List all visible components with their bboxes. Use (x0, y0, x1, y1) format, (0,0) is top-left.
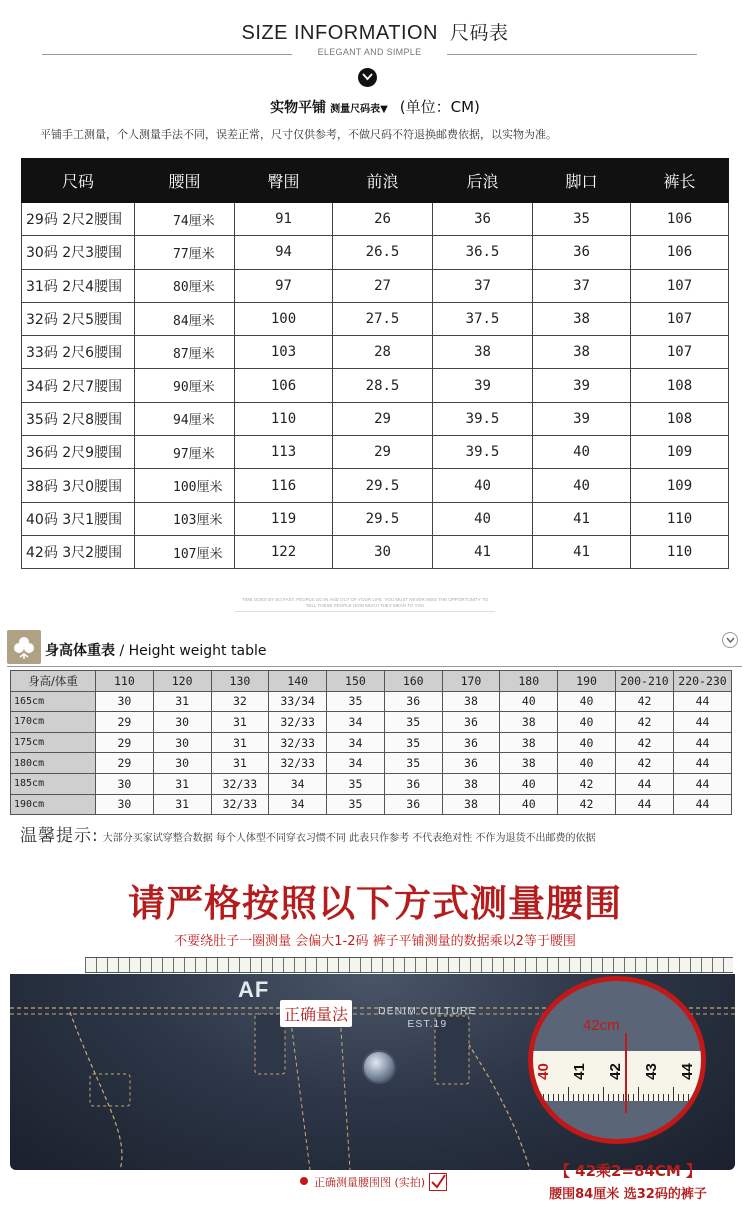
size-value-cell: 34 (327, 753, 385, 774)
waist-unit: 厘米 (188, 280, 215, 296)
size-value-cell: 30 (153, 732, 211, 753)
size-info-title-cn: 尺码表 (450, 22, 509, 44)
col-header: 腰围 (135, 159, 235, 203)
length-cell: 106 (631, 203, 729, 236)
waist-unit: 厘米 (188, 446, 215, 462)
size-value-cell: 35 (327, 691, 385, 712)
denim-patch-line: EST.19 (407, 1018, 448, 1030)
height-weight-title-en: / Height weight table (115, 643, 267, 659)
length-cell: 106 (631, 236, 729, 269)
table-row (22, 402, 729, 435)
size-value-cell: 31 (153, 773, 211, 794)
ruler-tick (613, 1094, 614, 1101)
divider (235, 611, 495, 612)
hip-cell: 113 (235, 436, 333, 469)
zoom-number: 40 (534, 1063, 552, 1080)
waist-cell (135, 535, 235, 568)
heading-unit: (单位：CM) (399, 98, 480, 116)
back-rise-cell: 39 (433, 369, 533, 402)
size-value-cell: 30 (96, 691, 154, 712)
hip-cell: 119 (235, 502, 333, 535)
ruler-tick (648, 1094, 649, 1101)
waist-unit: 厘米 (188, 413, 215, 429)
waist-unit: 厘米 (188, 246, 215, 262)
hem-cell: 37 (533, 269, 631, 302)
size-value-cell: 35 (327, 773, 385, 794)
size-value-cell: 40 (558, 712, 616, 733)
size-value-cell: 30 (153, 753, 211, 774)
back-rise-cell: 39.5 (433, 402, 533, 435)
table-row (11, 753, 732, 774)
size-value-cell: 34 (327, 732, 385, 753)
hip-cell: 110 (235, 402, 333, 435)
table-row (11, 691, 732, 712)
front-rise-cell: 28 (333, 336, 433, 369)
size-value-cell: 32/33 (269, 712, 327, 733)
size-value-cell: 38 (442, 794, 500, 815)
height-cell: 185cm (11, 773, 96, 794)
back-rise-cell: 38 (433, 336, 533, 369)
size-info-title-en: SIZE INFORMATION (241, 22, 438, 44)
size-value-cell: 30 (96, 773, 154, 794)
size-value-cell: 42 (616, 712, 674, 733)
size-value-cell: 30 (96, 794, 154, 815)
denim-patch-line: DENIM CULTURE (378, 1005, 477, 1017)
hip-cell: 91 (235, 203, 333, 236)
waist-value: 103 (173, 513, 197, 529)
waist-cell (135, 203, 235, 236)
size-value-cell: 38 (442, 691, 500, 712)
length-cell: 108 (631, 369, 729, 402)
size-value-cell: 32/33 (269, 732, 327, 753)
waist-cell (135, 302, 235, 335)
back-rise-cell: 36.5 (433, 236, 533, 269)
height-cell: 170cm (11, 712, 96, 733)
weight-header: 120 (153, 671, 211, 692)
size-value-cell: 34 (269, 794, 327, 815)
front-rise-cell: 27.5 (333, 302, 433, 335)
zoom-number: 41 (570, 1063, 588, 1080)
back-rise-cell: 40 (433, 469, 533, 502)
hem-cell: 41 (533, 502, 631, 535)
hip-cell: 97 (235, 269, 333, 302)
waist-cell (135, 502, 235, 535)
corner-header: 身高/体重 (11, 671, 96, 692)
chevron-down-icon (722, 632, 738, 648)
size-value-cell: 31 (211, 732, 269, 753)
checkbox-checked-icon (429, 1173, 447, 1191)
length-cell: 108 (631, 402, 729, 435)
ruler-tick (588, 1094, 589, 1101)
length-cell: 107 (631, 269, 729, 302)
size-value-cell: 32/33 (269, 753, 327, 774)
ruler-tick (553, 1094, 554, 1101)
height-cell: 175cm (11, 732, 96, 753)
height-cell: 190cm (11, 794, 96, 815)
size-info-subtitle-row (42, 47, 697, 61)
hip-cell: 100 (235, 302, 333, 335)
size-cell: 29码 2尺2腰围 (22, 203, 135, 236)
ruler-tick (623, 1094, 624, 1101)
height-cell: 180cm (11, 753, 96, 774)
size-info-subtitle: ELEGANT AND SIMPLE (317, 47, 422, 57)
size-value-cell: 38 (500, 732, 558, 753)
ruler-tick (598, 1094, 599, 1101)
length-cell: 110 (631, 535, 729, 568)
size-table-header (22, 159, 729, 203)
decorative-caption-line: TELL THESE PEOPLE HOW MUCH THEY MEAN TO YOU (305, 603, 425, 608)
front-rise-cell: 26 (333, 203, 433, 236)
tip-label: 温馨提示: (20, 826, 99, 846)
hip-cell: 116 (235, 469, 333, 502)
hem-cell: 40 (533, 469, 631, 502)
size-table-heading (0, 96, 750, 117)
decorative-caption (235, 597, 495, 609)
correct-method-tag: 正确量法 (280, 1000, 352, 1027)
waist-cell (135, 336, 235, 369)
col-header: 尺码 (22, 159, 135, 203)
size-cell: 33码 2尺6腰围 (22, 336, 135, 369)
back-rise-cell: 37 (433, 269, 533, 302)
size-value-cell: 34 (327, 712, 385, 733)
zoom-ruler (533, 1051, 706, 1101)
size-value-cell: 31 (153, 691, 211, 712)
waist-value: 94 (173, 413, 189, 429)
weight-header: 200-210 (616, 671, 674, 692)
col-header: 脚口 (533, 159, 631, 203)
ruler-tick (533, 1087, 534, 1101)
denim-patch (378, 1005, 477, 1031)
ruler-tick (593, 1094, 594, 1101)
result-formula: 【 42乘2=84CM 】 (554, 1162, 702, 1180)
ruler-tick (658, 1094, 659, 1101)
weight-header: 180 (500, 671, 558, 692)
length-cell: 110 (631, 502, 729, 535)
waist-cell (135, 402, 235, 435)
size-table (21, 158, 729, 569)
size-value-cell: 35 (384, 732, 442, 753)
ruler-tick (663, 1094, 664, 1101)
hip-cell: 103 (235, 336, 333, 369)
measure-subtitle: 不要绕肚子一圈测量 会偏大1-2码 裤子平铺测量的数据乘以2等于腰围 (174, 934, 576, 949)
ruler-tick (548, 1094, 549, 1101)
size-value-cell: 34 (269, 773, 327, 794)
size-value-cell: 33/34 (269, 691, 327, 712)
length-cell: 107 (631, 336, 729, 369)
size-value-cell: 32/33 (211, 794, 269, 815)
ruler-tick (653, 1094, 654, 1101)
ruler-tick (608, 1094, 609, 1101)
hem-cell: 39 (533, 402, 631, 435)
waist-cell (135, 369, 235, 402)
ruler-tick (673, 1087, 674, 1101)
size-value-cell: 36 (442, 712, 500, 733)
size-value-cell: 40 (500, 691, 558, 712)
front-rise-cell: 29 (333, 436, 433, 469)
waist-cell (135, 269, 235, 302)
size-value-cell: 31 (211, 753, 269, 774)
size-cell: 42码 3尺2腰围 (22, 535, 135, 568)
bullet-dot-icon (300, 1177, 308, 1185)
ruler-tick (628, 1094, 629, 1101)
weight-header: 190 (558, 671, 616, 692)
ruler-tick (603, 1087, 604, 1101)
tape-measure-ticks (85, 958, 733, 972)
heading-small: 测量尺码表▼ (330, 104, 388, 115)
size-value-cell: 38 (500, 712, 558, 733)
size-value-cell: 29 (96, 712, 154, 733)
weight-header: 150 (327, 671, 385, 692)
waist-value: 77 (173, 246, 189, 262)
size-value-cell: 29 (96, 732, 154, 753)
size-value-cell: 40 (500, 794, 558, 815)
size-cell: 40码 3尺1腰围 (22, 502, 135, 535)
size-value-cell: 42 (558, 773, 616, 794)
hem-cell: 40 (533, 436, 631, 469)
divider-right (447, 54, 697, 55)
weight-header: 130 (211, 671, 269, 692)
waist-value: 87 (173, 346, 189, 362)
zoom-number: 43 (642, 1063, 660, 1080)
heading-main: 实物平铺 (270, 100, 327, 116)
ruler-tick (573, 1094, 574, 1101)
size-cell: 38码 3尺0腰围 (22, 469, 135, 502)
front-rise-cell: 30 (333, 535, 433, 568)
waist-value: 100 (173, 480, 197, 496)
tip-row (20, 821, 740, 846)
front-rise-cell: 29.5 (333, 502, 433, 535)
ruler-tick (693, 1094, 694, 1101)
height-weight-table (10, 670, 732, 815)
size-value-cell: 32 (211, 691, 269, 712)
waist-value: 107 (173, 546, 197, 562)
hem-cell: 36 (533, 236, 631, 269)
cotton-logo-icon (7, 630, 41, 664)
height-weight-header-row (11, 671, 732, 692)
col-header: 前浪 (333, 159, 433, 203)
length-cell: 109 (631, 436, 729, 469)
size-value-cell: 44 (674, 712, 732, 733)
size-value-cell: 44 (674, 732, 732, 753)
size-value-cell: 36 (442, 753, 500, 774)
hem-cell: 35 (533, 203, 631, 236)
tape-measure (85, 957, 733, 973)
back-rise-cell: 41 (433, 535, 533, 568)
size-value-cell: 36 (384, 794, 442, 815)
front-rise-cell: 28.5 (333, 369, 433, 402)
ruler-tick (543, 1094, 544, 1101)
waist-unit: 厘米 (188, 380, 215, 396)
table-row (22, 302, 729, 335)
ruler-tick (618, 1094, 619, 1101)
measure-marker (625, 1033, 627, 1113)
size-cell: 32码 2尺5腰围 (22, 302, 135, 335)
size-value-cell: 35 (384, 712, 442, 733)
ruler-tick (583, 1094, 584, 1101)
front-rise-cell: 29 (333, 402, 433, 435)
size-value-cell: 36 (384, 691, 442, 712)
ruler-tick (678, 1094, 679, 1101)
table-row (22, 336, 729, 369)
length-cell: 107 (631, 302, 729, 335)
ruler-tick (638, 1087, 639, 1101)
waist-unit: 厘米 (196, 546, 223, 562)
height-cell: 165cm (11, 691, 96, 712)
size-value-cell: 44 (674, 691, 732, 712)
ruler-tick (688, 1094, 689, 1101)
hem-cell: 38 (533, 336, 631, 369)
waist-unit: 厘米 (196, 480, 223, 496)
size-value-cell: 44 (674, 753, 732, 774)
zoom-label: 42cm (583, 1017, 620, 1034)
size-cell: 30码 2尺3腰围 (22, 236, 135, 269)
weight-header: 170 (442, 671, 500, 692)
table-row (11, 732, 732, 753)
size-value-cell: 42 (616, 753, 674, 774)
hem-cell: 38 (533, 302, 631, 335)
ruler-tick (538, 1094, 539, 1101)
table-row (22, 236, 729, 269)
waist-value: 80 (173, 280, 189, 296)
table-row (22, 203, 729, 236)
table-row (11, 773, 732, 794)
zoom-number: 42 (606, 1063, 624, 1080)
hem-cell: 41 (533, 535, 631, 568)
waist-cell (135, 236, 235, 269)
weight-header: 160 (384, 671, 442, 692)
size-value-cell: 35 (384, 753, 442, 774)
size-value-cell: 42 (558, 794, 616, 815)
zoom-magnifier (528, 976, 706, 1144)
waist-unit: 厘米 (188, 213, 215, 229)
length-cell: 109 (631, 469, 729, 502)
size-value-cell: 30 (153, 712, 211, 733)
table-row (22, 369, 729, 402)
height-weight-title (45, 640, 266, 660)
ruler-tick (633, 1094, 634, 1101)
size-value-cell: 35 (327, 794, 385, 815)
brand-label: AF (238, 977, 270, 1002)
back-rise-cell: 36 (433, 203, 533, 236)
size-value-cell: 44 (674, 773, 732, 794)
front-rise-cell: 29.5 (333, 469, 433, 502)
size-value-cell: 44 (616, 773, 674, 794)
size-value-cell: 40 (558, 753, 616, 774)
caption-text: 正确测量腰围图 (实拍) (314, 1176, 426, 1189)
size-cell: 36码 2尺9腰围 (22, 436, 135, 469)
back-rise-cell: 40 (433, 502, 533, 535)
waist-value: 90 (173, 380, 189, 396)
waist-unit: 厘米 (196, 513, 223, 529)
ruler-tick (578, 1094, 579, 1101)
ruler-tick (683, 1094, 684, 1101)
front-rise-cell: 27 (333, 269, 433, 302)
chevron-down-icon (358, 68, 377, 87)
hip-cell: 122 (235, 535, 333, 568)
size-cell: 34码 2尺7腰围 (22, 369, 135, 402)
waist-unit: 厘米 (188, 346, 215, 362)
size-value-cell: 31 (211, 712, 269, 733)
waist-unit: 厘米 (188, 313, 215, 329)
weight-header: 220-230 (674, 671, 732, 692)
size-value-cell: 40 (558, 691, 616, 712)
hip-cell: 106 (235, 369, 333, 402)
size-cell: 35码 2尺8腰围 (22, 402, 135, 435)
table-row (22, 535, 729, 568)
table-row (22, 269, 729, 302)
table-row (22, 469, 729, 502)
result-recommendation: 腰围84厘米 选32码的裤子 (549, 1187, 707, 1202)
size-value-cell: 40 (558, 732, 616, 753)
table-row (11, 712, 732, 733)
front-rise-cell: 26.5 (333, 236, 433, 269)
waist-value: 84 (173, 313, 189, 329)
ruler-tick (558, 1094, 559, 1101)
size-value-cell: 29 (96, 753, 154, 774)
table-row (22, 502, 729, 535)
height-weight-header (7, 628, 742, 668)
decorative-caption-line: TIME GOES BY SO FAST, PEOPLE GO IN AND OUT OF YOUR LIFE. YOU MUST NEVER MISS THE OPPORTUNITY TO (241, 597, 489, 602)
weight-header: 110 (96, 671, 154, 692)
size-info-title (0, 18, 750, 45)
divider (7, 666, 742, 667)
size-value-cell: 38 (442, 773, 500, 794)
measure-title: 请严格按照以下方式测量腰围 (128, 882, 622, 925)
col-header: 臀围 (235, 159, 333, 203)
ruler-tick (698, 1094, 699, 1101)
waist-cell (135, 469, 235, 502)
col-header: 裤长 (631, 159, 729, 203)
ruler-tick (563, 1094, 564, 1101)
size-value-cell: 38 (500, 753, 558, 774)
back-rise-cell: 37.5 (433, 302, 533, 335)
waist-cell (135, 436, 235, 469)
col-header: 后浪 (433, 159, 533, 203)
size-value-cell: 42 (616, 691, 674, 712)
height-weight-title-cn: 身高体重表 (45, 643, 115, 659)
size-value-cell: 36 (442, 732, 500, 753)
size-value-cell: 44 (674, 794, 732, 815)
ruler-tick (568, 1087, 569, 1101)
size-value-cell: 42 (616, 732, 674, 753)
size-value-cell: 31 (153, 794, 211, 815)
back-rise-cell: 39.5 (433, 436, 533, 469)
size-note: 平铺手工测量，个人测量手法不同，误差正常，尺寸仅供参考，不做尺码不符退换邮费依据，以实物为准。 (40, 128, 557, 141)
size-cell: 31码 2尺4腰围 (22, 269, 135, 302)
ruler-tick (668, 1094, 669, 1101)
size-value-cell: 44 (616, 794, 674, 815)
zoom-number: 44 (678, 1063, 696, 1080)
waist-value: 97 (173, 446, 189, 462)
size-value-cell: 40 (500, 773, 558, 794)
size-value-cell: 36 (384, 773, 442, 794)
table-row (22, 436, 729, 469)
weight-header: 140 (269, 671, 327, 692)
ruler-tick (643, 1094, 644, 1101)
size-value-cell: 32/33 (211, 773, 269, 794)
calculation-result (528, 1160, 728, 1202)
waist-value: 74 (173, 213, 189, 229)
table-row (11, 794, 732, 815)
jeans-button-icon (362, 1050, 396, 1084)
photo-caption (300, 1173, 447, 1191)
hem-cell: 39 (533, 369, 631, 402)
tip-text: 大部分买家试穿整合数据 每个人体型不同穿衣习惯不同 此表只作参考 不代表绝对性 不作为退货不出邮费的依据 (102, 833, 596, 844)
hip-cell: 94 (235, 236, 333, 269)
